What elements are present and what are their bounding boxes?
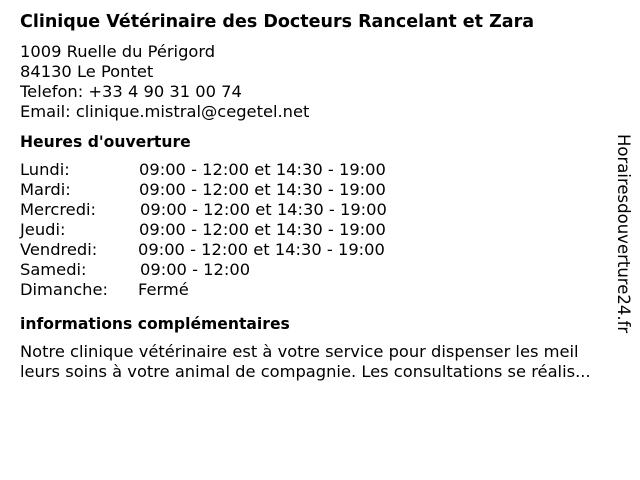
info-line: Notre clinique vétérinaire est à votre service pour dispenser les meil bbox=[20, 342, 579, 361]
day-hours: 09:00 - 12:00 et 14:30 - 19:00 bbox=[140, 200, 387, 219]
day-hours: 09:00 - 12:00 bbox=[140, 260, 251, 279]
info-heading: informations complémentaires bbox=[20, 315, 290, 333]
hours-row-sunday bbox=[20, 280, 632, 300]
day-label: Lundi: bbox=[20, 160, 70, 179]
day-label: Dimanche: bbox=[20, 280, 108, 299]
day-label: Jeudi: bbox=[20, 220, 66, 239]
day-hours: Fermé bbox=[138, 280, 189, 299]
opening-hours-table bbox=[20, 160, 632, 300]
phone-number: Telefon: +33 4 90 31 00 74 bbox=[20, 82, 242, 101]
hours-row-monday bbox=[20, 160, 632, 180]
info-line: leurs soins à votre animal de compagnie. Les consultations se réalis... bbox=[20, 362, 591, 381]
day-label: Mercredi: bbox=[20, 200, 97, 219]
hours-row-wednesday bbox=[20, 200, 632, 220]
clinic-card bbox=[20, 10, 632, 382]
clinic-name: Clinique Vétérinaire des Docteurs Rancelant et Zara bbox=[20, 12, 535, 32]
day-label: Vendredi: bbox=[20, 240, 98, 259]
info-description bbox=[20, 342, 630, 382]
day-hours: 09:00 - 12:00 et 14:30 - 19:00 bbox=[138, 240, 385, 259]
day-label: Mardi: bbox=[20, 180, 71, 199]
hours-row-friday bbox=[20, 240, 632, 260]
day-hours: 09:00 - 12:00 et 14:30 - 19:00 bbox=[139, 180, 386, 199]
address-city: 84130 Le Pontet bbox=[20, 62, 154, 81]
hours-heading: Heures d'ouverture bbox=[20, 133, 191, 151]
email-address: Email: clinique.mistral@cegetel.net bbox=[20, 102, 310, 121]
hours-row-saturday bbox=[20, 260, 632, 280]
site-watermark: Horairesdouverture24.fr bbox=[614, 134, 633, 334]
address-street: 1009 Ruelle du Périgord bbox=[20, 42, 216, 61]
day-hours: 09:00 - 12:00 et 14:30 - 19:00 bbox=[139, 160, 386, 179]
day-hours: 09:00 - 12:00 et 14:30 - 19:00 bbox=[139, 220, 386, 239]
hours-row-thursday bbox=[20, 220, 632, 240]
clinic-address bbox=[20, 42, 632, 122]
hours-row-tuesday bbox=[20, 180, 632, 200]
day-label: Samedi: bbox=[20, 260, 87, 279]
